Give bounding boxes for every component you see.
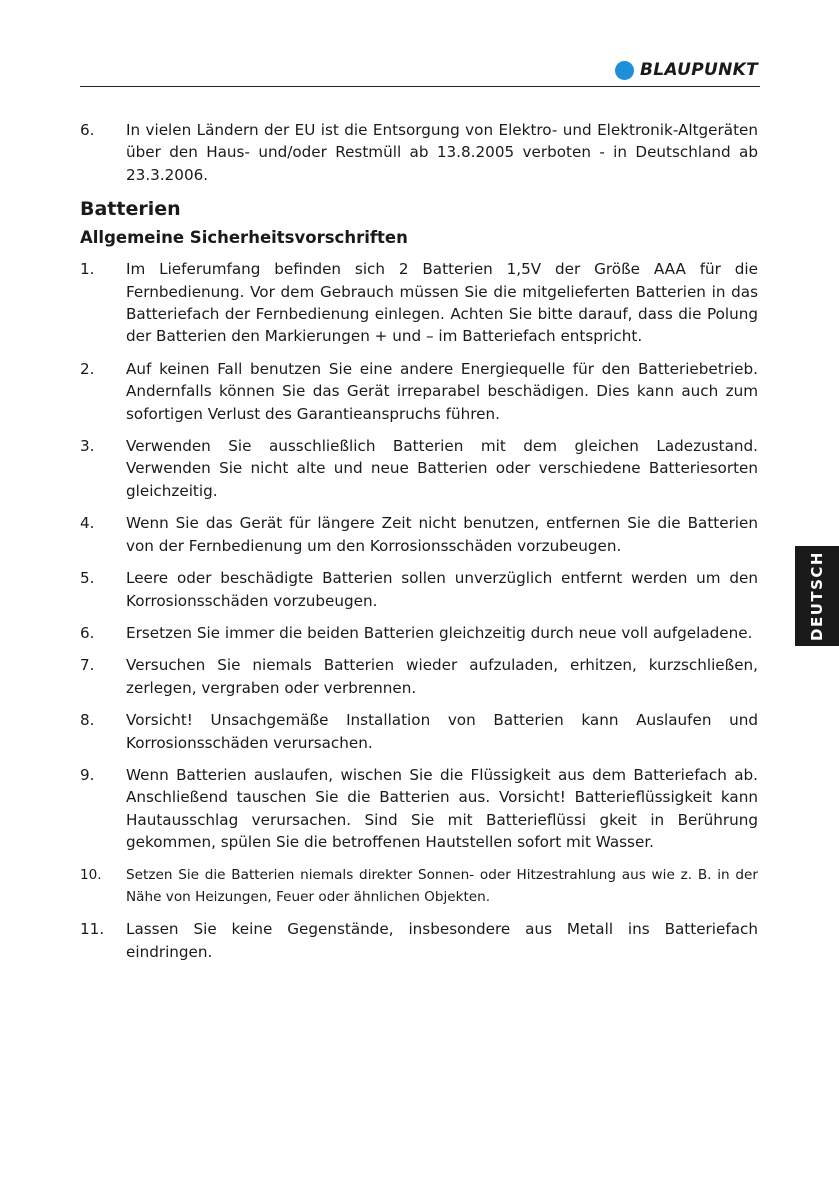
language-side-tab xyxy=(795,546,839,646)
item-number: 5. xyxy=(80,569,95,588)
item-text: Versuchen Sie niemals Batterien wieder aufzuladen, erhitzen, kurzschließen, zerlegen, vergraben oder verbrennen. xyxy=(126,656,758,697)
item-text: In vielen Ländern der EU ist die Entsorgung von Elektro- und Elektronik-Altgeräten über den Haus- und/oder Restmüll ab 13.8.2005 verboten - in Deutschland ab 23.3.2006. xyxy=(126,121,758,184)
list-item xyxy=(80,358,758,425)
subsection-title: Allgemeine Sicherheitsvorschriften xyxy=(80,228,408,248)
list-item xyxy=(80,622,758,644)
document-body xyxy=(80,119,758,973)
item-text: Leere oder beschädigte Batterien sollen unverzüglich entfernt werden um den Korrosionsschäden vorzubeugen. xyxy=(126,569,758,610)
logo-text: BLAUPUNKT xyxy=(640,60,758,80)
item-number: 11. xyxy=(80,920,105,939)
list-item xyxy=(80,654,758,699)
item-number: 8. xyxy=(80,711,95,730)
intro-list-item xyxy=(80,119,758,186)
list-item xyxy=(80,709,758,754)
item-text: Ersetzen Sie immer die beiden Batterien gleichzeitig durch neue voll aufgeladene. xyxy=(126,623,753,642)
item-text: Im Lieferumfang befinden sich 2 Batterien 1,5V der Größe AAA für die Fernbedienung. Vor dem Gebrauch müssen Sie die mitgelieferten Batterien in das Batteriefach der Fernbedienung einlegen. Achten Sie bitte darauf, dass die Polung der Batterien den Markierungen + und – im Batteriefach entspricht. xyxy=(126,260,758,346)
item-number: 4. xyxy=(80,514,95,533)
item-number: 9. xyxy=(80,765,95,784)
item-number: 1. xyxy=(80,260,95,279)
item-number: 10. xyxy=(80,866,102,883)
list-item xyxy=(80,864,758,909)
language-label: DEUTSCH xyxy=(808,551,827,641)
section-title: Batterien xyxy=(80,198,181,221)
list-item xyxy=(80,918,758,963)
blaupunkt-logo xyxy=(615,60,758,80)
item-text: Setzen Sie die Batterien niemals direkter Sonnen- oder Hitzestrahlung aus wie z. B. in der Nähe von Heizungen, Feuer oder ähnlichen Objekten. xyxy=(126,866,758,905)
item-text: Wenn Batterien auslaufen, wischen Sie die Flüssigkeit aus dem Batteriefach ab. Anschließend tauschen Sie die Batterien aus. Vorsicht! Batterieflüssigkeit kann Hautausschlag verursachen. Sind Sie mit Batterieflüssi gkeit in Berührung gekommen, spülen Sie die betroffenen Hautstellen sofort mit Wasser. xyxy=(126,765,758,852)
list-item xyxy=(80,764,758,854)
item-number: 7. xyxy=(80,656,95,675)
list-item xyxy=(80,258,758,348)
item-number: 3. xyxy=(80,437,95,456)
blue-dot-icon xyxy=(615,61,634,80)
item-number: 6. xyxy=(80,623,95,642)
item-number: 2. xyxy=(80,359,95,378)
item-text: Lassen Sie keine Gegenstände, insbesondere aus Metall ins Batteriefach eindringen. xyxy=(126,920,758,961)
item-number: 6. xyxy=(80,121,95,139)
item-text: Wenn Sie das Gerät für längere Zeit nicht benutzen, entfernen Sie die Batterien von der Fernbedienung um den Korrosionsschäden vorzubeugen. xyxy=(126,514,758,555)
item-text: Verwenden Sie ausschließlich Batterien mit dem gleichen Ladezustand. Verwenden Sie nicht alte und neue Batterien oder verschiedene Batteriesorten gleichzeitig. xyxy=(126,437,758,500)
list-item xyxy=(80,512,758,557)
item-text: Vorsicht! Unsachgemäße Installation von Batterien kann Auslaufen und Korrosionsschäden verursachen. xyxy=(126,711,758,752)
item-text: Auf keinen Fall benutzen Sie eine andere Energiequelle für den Batteriebetrieb. Andernfalls können Sie das Gerät irreparabel beschädigen. Dies kann auch zum sofortigen Verlust des Garantieanspruchs führen. xyxy=(126,359,758,423)
page-header xyxy=(80,52,760,87)
list-item xyxy=(80,435,758,502)
list-item xyxy=(80,567,758,612)
